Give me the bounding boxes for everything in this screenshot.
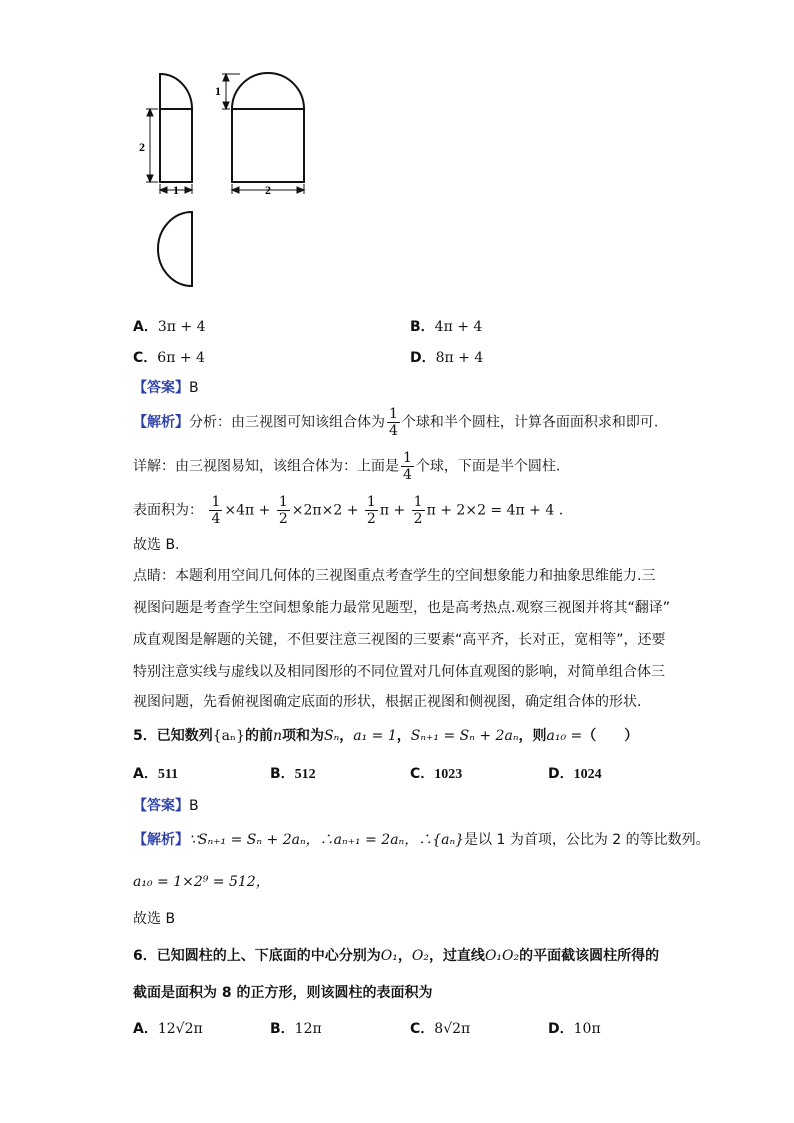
three-view-figure — [130, 62, 330, 312]
q4-surface-area: 表面积为： $\frac{1}{4}$ ×4π + $\frac{1}{2}$ ×2π×2 + $\frac{1}{2}$ π + $\frac{1}{2}$ π + 2×2 = 4π + 4 . — [133, 494, 564, 527]
q4-comment-line-4: 特别注意实线与虚线以及相同图形的不同位置对几何体直观图的影响，对简单组合体三 — [133, 664, 665, 680]
q6-option-d: D．10π — [548, 1021, 601, 1037]
dim-label-front-width: 1 — [173, 183, 179, 197]
q5-option-d: D．1024 — [548, 766, 602, 782]
q5-calc: a₁₀ = 1×2⁹ = 512， — [133, 874, 270, 890]
front-view-rect — [160, 109, 192, 182]
q4-conclusion: 故选 B. — [133, 537, 180, 553]
q6-stem-line-2: 截面是面积为 8 的正方形，则该圆柱的表面积为 — [133, 985, 433, 1001]
q6-stem-line-1: 6．已知圆柱的上、下底面的中心分别为O₁，O₂，过直线O₁O₂的平面截该圆柱所得的 — [133, 948, 660, 964]
q4-option-a: A．3π + 4 — [133, 319, 206, 335]
q4-answer: 【答案】B — [133, 380, 199, 396]
q6-option-a: A．12√2π — [133, 1021, 203, 1037]
q5-analysis: 【解析】∵Sₙ₊₁ = Sₙ + 2aₙ，∴aₙ₊₁ = 2aₙ，∴{aₙ}是以 1 为首项，公比为 2 的等比数列。 — [133, 832, 710, 848]
q4-option-c: C．6π + 4 — [133, 350, 205, 366]
q6-option-c: C．8√2π — [410, 1021, 471, 1037]
q4-comment-line-2: 视图问题是考查学生空间想象能力最常见题型，也是高考热点.观察三视图并将其“翻译” — [133, 600, 670, 616]
dim-label-side-top: 1 — [215, 84, 221, 98]
q4-comment-line-3: 成直观图是解题的关键，不但要注意三视图的三要素“高平齐，长对正，宽相等”，还要 — [133, 632, 666, 648]
q5-option-b: B．512 — [270, 766, 316, 782]
q5-stem: 5．已知数列{aₙ}的前n项和为Sₙ，a₁ = 1，Sₙ₊₁ = Sₙ + 2aₙ，则a₁₀ =（ ） — [133, 728, 639, 744]
q5-conclusion: 故选 B — [133, 911, 176, 927]
q6-option-b: B．12π — [270, 1021, 322, 1037]
top-view-half-disc — [158, 212, 192, 286]
side-view-half-arc — [232, 73, 304, 109]
q4-comment-line-5: 视图问题，先看俯视图确定底面的形状，根据正视图和侧视图，确定组合体的形状. — [133, 694, 642, 710]
q5-option-c: C．1023 — [410, 766, 463, 782]
q5-option-a: A．511 — [133, 766, 179, 782]
q4-detail: 详解：由三视图易知，该组合体为：上面是 $\frac{1}{4}$ 个球，下面是半个圆柱. — [133, 450, 561, 483]
side-view-rect — [232, 109, 304, 182]
q4-analysis: 【解析】分析：由三视图可知该组合体为 $\frac{1}{4}$ 个球和半个圆柱，计算各面面积求和即可. — [133, 406, 659, 439]
q5-answer: 【答案】B — [133, 798, 199, 814]
q4-option-d: D．8π + 4 — [410, 350, 484, 366]
q4-option-b: B．4π + 4 — [410, 319, 483, 335]
dim-label-front-height: 2 — [139, 140, 145, 154]
front-view-quarter-arc — [160, 74, 192, 109]
dim-label-side-width: 2 — [265, 183, 271, 197]
q4-comment-line-1: 点睛：本题利用空间几何体的三视图重点考查学生的空间想象能力和抽象思维能力.三 — [133, 568, 656, 584]
